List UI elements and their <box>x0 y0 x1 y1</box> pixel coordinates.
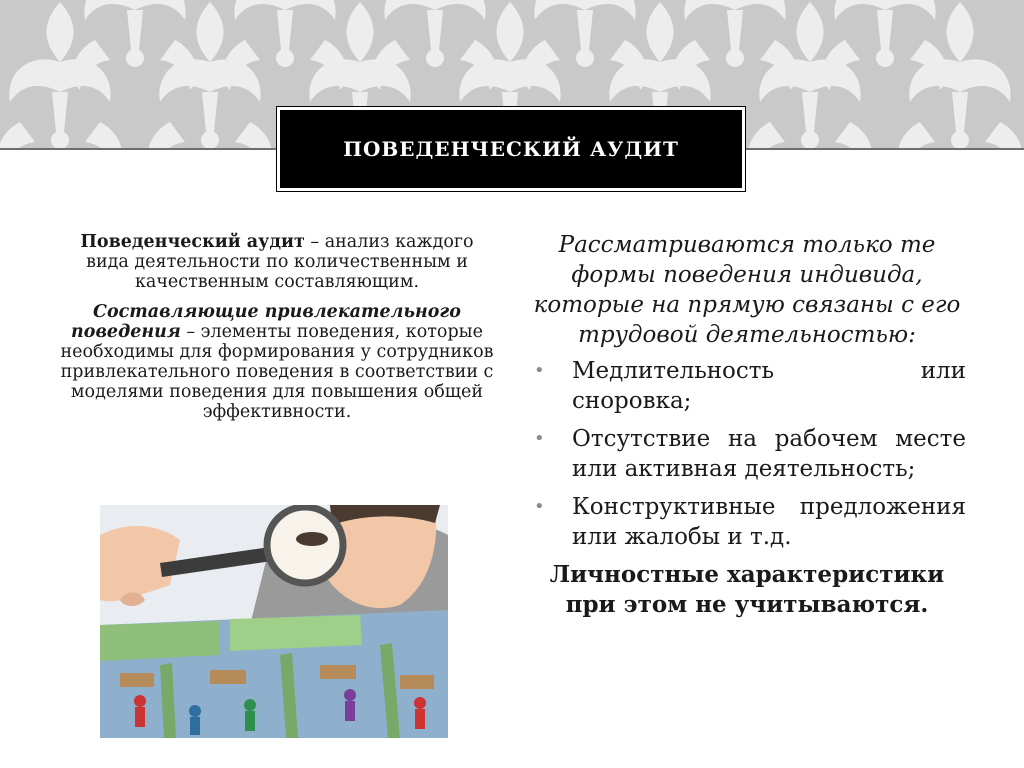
bullet-icon: • <box>534 428 545 449</box>
bullet-line <box>572 356 966 386</box>
bullet-icon: • <box>534 360 545 381</box>
definition-paragraph <box>60 232 494 292</box>
list-item <box>528 492 966 552</box>
auditor-illustration <box>100 505 448 738</box>
bullet-word: или <box>920 358 966 384</box>
title-frame <box>276 106 746 192</box>
definition-text: – анализ каждого вида деятельности по количественным и качественным составляющим. <box>86 232 474 292</box>
slide-title: ПОВЕДЕНЧЕСКИЙ АУДИТ <box>280 110 742 188</box>
list-item <box>528 356 966 416</box>
intro-text: Рассматриваются только те формы поведения индивида, которые на прямую связаны с его трудовой деятельностью: <box>533 232 961 348</box>
components-paragraph <box>60 302 494 422</box>
bullet-line: сноровка; <box>572 388 692 414</box>
bullet-text: Конструктивные предложения или жалобы и т.д. <box>572 494 966 550</box>
bullet-icon: • <box>534 496 545 517</box>
right-text-column <box>528 230 966 620</box>
definition-term: Поведенческий аудит <box>80 232 305 252</box>
bullet-word: Медлительность <box>572 358 775 384</box>
components-term: Составляющие привлекательного поведения <box>71 302 461 342</box>
components-text: – элементы поведения, которые необходимы для формирования у сотрудников привлекательного поведения в соответствии с моделями поведения для повышения общей эффективности. <box>60 322 494 422</box>
closing-statement: Личностные характеристики при этом не учитываются. <box>549 561 945 618</box>
list-item <box>528 424 966 484</box>
magnifying-glass-auditor-icon <box>100 505 448 738</box>
left-text-column <box>60 232 494 432</box>
bullet-text: Отсутствие на рабочем месте или активная деятельность; <box>572 426 966 482</box>
behavior-list <box>528 356 966 552</box>
